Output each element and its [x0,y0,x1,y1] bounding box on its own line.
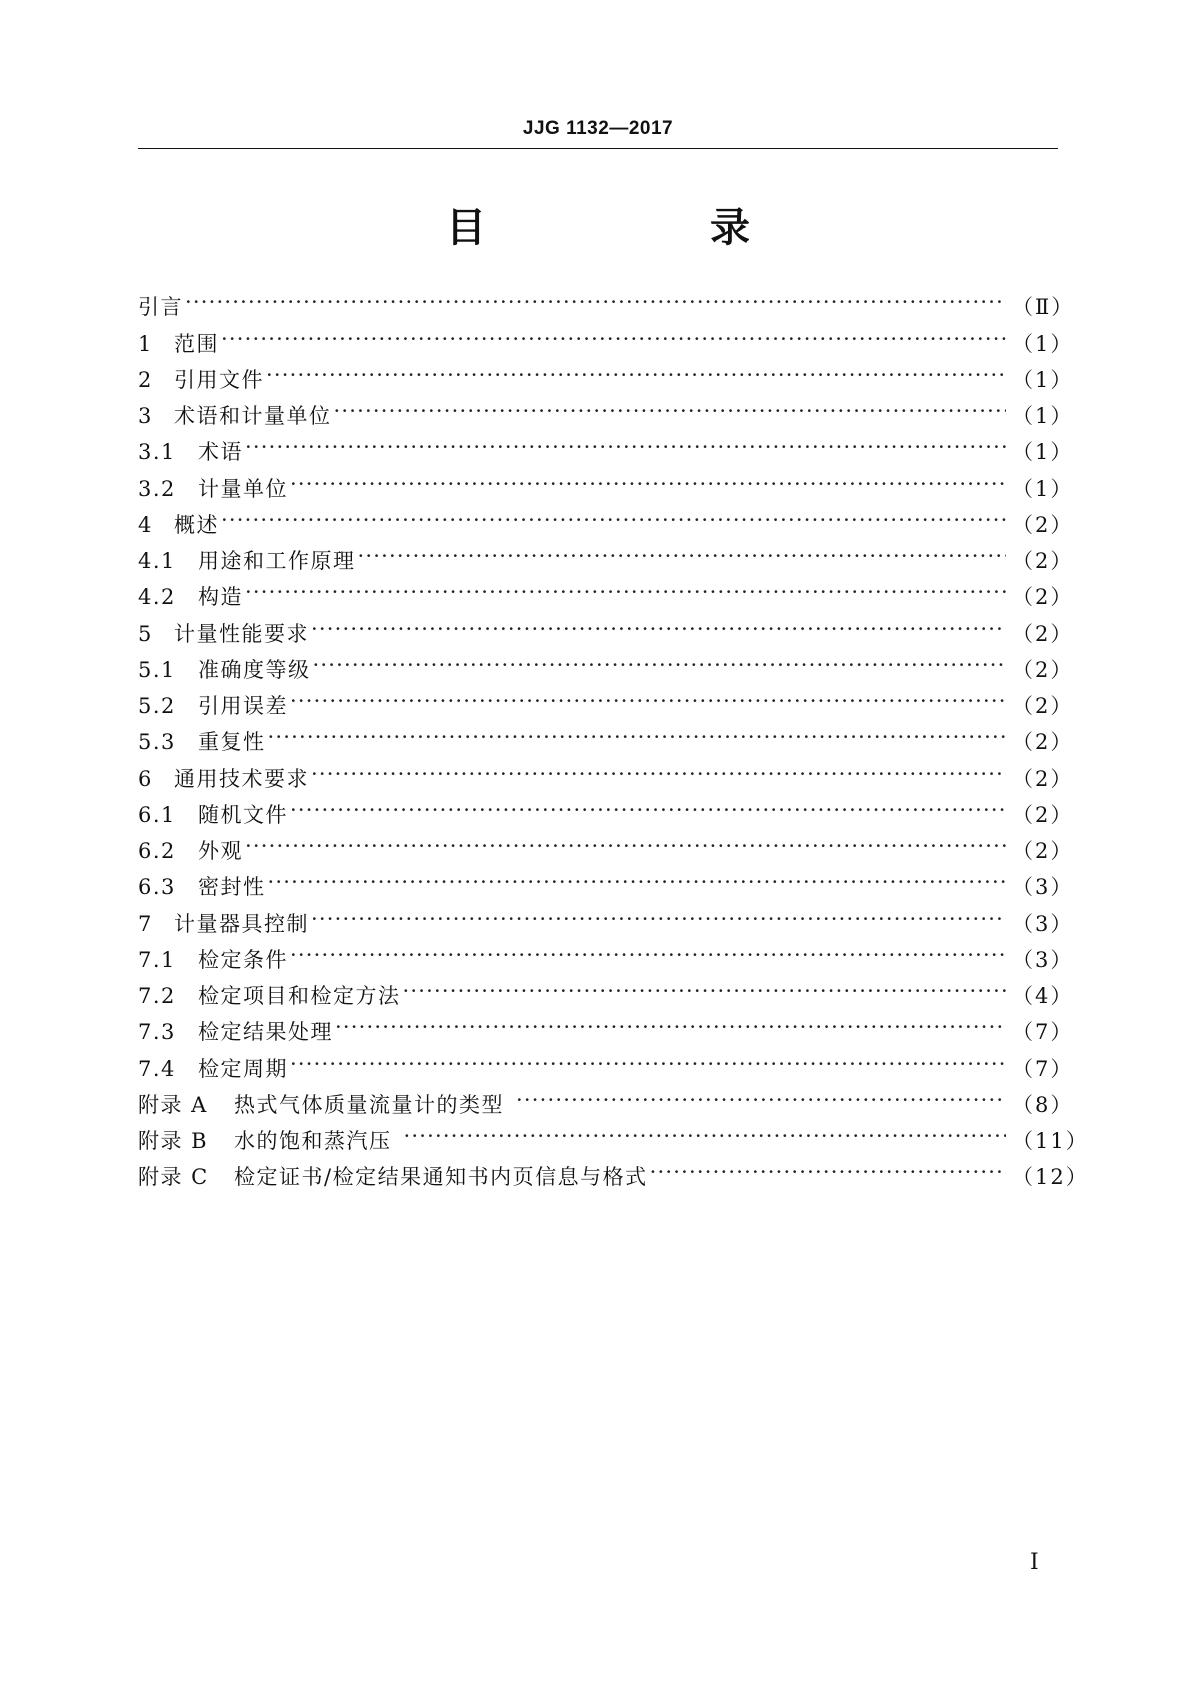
toc-entry-number: 7.3 [138,1020,176,1045]
dot-leader [245,831,1006,858]
toc-entry-1[interactable] [138,323,1074,359]
toc-entry-number: 4.2 [138,585,176,610]
toc-entry-label: 计量性能要求 [174,621,309,646]
toc-entry-4-2[interactable] [138,577,1074,613]
toc-entry-page: （1） [1012,331,1074,356]
toc-entry-number: 6.2 [138,839,176,864]
toc-entry-6[interactable] [138,758,1074,794]
toc-entry-label: 引用文件 [174,367,264,392]
dot-leader [266,360,1006,387]
toc-entry-6-3[interactable] [138,867,1074,903]
toc-entry-6-2[interactable] [138,831,1074,867]
toc-entry-7-2[interactable] [138,976,1074,1012]
toc-entry-number: 4 [138,512,153,537]
dot-leader [290,468,1006,495]
toc-entry-page: （2） [1012,657,1074,682]
toc-entry-page: （2） [1012,839,1074,864]
dot-leader [311,613,1006,640]
toc-entry-number: 附录 B [138,1129,209,1154]
page-number: Ⅰ [1030,1550,1039,1575]
dot-leader [221,505,1006,532]
toc-entry-5[interactable] [138,613,1074,649]
dot-leader [403,976,1007,1003]
toc-entry-number: 3.1 [138,440,176,465]
toc-entry-4-1[interactable] [138,541,1074,577]
toc-title: 目 录 [446,205,842,251]
toc-entry-page: （2） [1012,694,1074,719]
toc-entry-label: 密封性 [198,875,266,900]
toc-entry-number: 3.2 [138,476,176,501]
dot-leader [650,1157,1006,1184]
toc-entry-label: 计量器具控制 [174,911,309,936]
toc-entry-number: 7.1 [138,947,176,972]
dot-leader [290,795,1006,822]
toc-entry-5-2[interactable] [138,686,1074,722]
dot-leader [290,940,1006,967]
toc-entry-number: 5.1 [138,657,176,682]
toc-entry-number: 5.3 [138,730,176,755]
header-divider [138,148,1058,149]
toc-entry-2[interactable] [138,360,1074,396]
toc-entry-label: 随机文件 [198,802,288,827]
toc-entry-label: 术语和计量单位 [174,404,332,429]
toc-entry-label: 热式气体质量流量计的类型 [234,1092,504,1117]
toc-entry-number: 7.2 [138,984,176,1009]
toc-entry-5-1[interactable] [138,650,1074,686]
dot-leader [268,867,1007,894]
toc-entry-page: （2） [1012,730,1074,755]
toc-entry-foreword[interactable] [138,287,1075,323]
toc-entry-appendix-a[interactable] [138,1085,1074,1121]
toc-entry-label: 检定结果处理 [198,1020,333,1045]
toc-entry-label: 引言 [138,295,183,320]
toc-entry-number: 5.2 [138,694,176,719]
toc-entry-7-1[interactable] [138,940,1074,976]
toc-entry-number: 1 [138,331,153,356]
toc-entry-number: 2 [138,367,153,392]
dot-leader [290,1048,1006,1075]
toc-entry-label: 引用误差 [198,694,288,719]
toc-entry-number: 附录 A [138,1092,208,1117]
toc-entry-page: （2） [1012,512,1074,537]
toc-entry-label: 准确度等级 [198,657,311,682]
toc-entry-page: （8） [1012,1092,1074,1117]
toc-entry-3[interactable] [138,396,1074,432]
dot-leader [268,722,1007,749]
dot-leader [313,650,1007,677]
toc-entry-page: （2） [1012,766,1074,791]
toc-entry-page: （Ⅱ） [1012,295,1075,320]
toc-entry-number: 3 [138,404,153,429]
toc-entry-4[interactable] [138,505,1074,541]
dot-leader [516,1085,1006,1112]
toc-entry-number: 7 [138,911,153,936]
toc-entry-label: 概述 [174,512,219,537]
toc-entry-page: （1） [1012,476,1074,501]
toc-entry-label: 通用技术要求 [174,766,309,791]
toc-entry-number: 4.1 [138,549,176,574]
dot-leader [245,577,1006,604]
toc-entry-6-1[interactable] [138,795,1074,831]
toc-entry-3-1[interactable] [138,432,1074,468]
toc-entry-number: 附录 C [138,1165,209,1190]
toc-entry-page: （1） [1012,367,1074,392]
toc-entry-number: 7.4 [138,1056,176,1081]
dot-leader [245,432,1006,459]
toc-entry-page: （12） [1012,1165,1089,1190]
toc-entry-page: （7） [1012,1056,1074,1081]
dot-leader [311,903,1006,930]
dot-leader [221,323,1006,350]
toc-entry-label: 构造 [198,585,243,610]
dot-leader [335,1012,1006,1039]
toc-entry-label: 计量单位 [198,476,288,501]
toc-entry-appendix-c[interactable] [138,1157,1089,1193]
toc-entry-7-3[interactable] [138,1012,1074,1048]
toc-entry-7[interactable] [138,903,1074,939]
toc-entry-page: （3） [1012,875,1074,900]
toc-entry-number: 6 [138,766,153,791]
toc-entry-page: （2） [1012,585,1074,610]
toc-entry-label: 术语 [198,440,243,465]
toc-entry-label: 检定条件 [198,947,288,972]
dot-leader [358,541,1007,568]
toc-entry-label: 范围 [174,331,219,356]
toc-entry-label: 用途和工作原理 [198,549,356,574]
document-code-header: JJG 1132—2017 [522,118,674,139]
toc-entry-page: （2） [1012,802,1074,827]
dot-leader [404,1121,1007,1148]
toc-entry-label: 检定项目和检定方法 [198,984,401,1009]
toc-entry-label: 重复性 [198,730,266,755]
toc-entry-page: （2） [1012,549,1074,574]
toc-entry-number: 6.3 [138,875,176,900]
toc-entry-page: （1） [1012,404,1074,429]
toc-entry-7-4[interactable] [138,1048,1074,1084]
dot-leader [334,396,1007,423]
toc-entry-appendix-b[interactable] [138,1121,1089,1157]
table-of-contents [138,287,1089,1193]
toc-entry-number: 6.1 [138,802,176,827]
toc-entry-label: 检定周期 [198,1056,288,1081]
toc-entry-page: （2） [1012,621,1074,646]
toc-entry-3-2[interactable] [138,468,1074,504]
dot-leader [311,758,1006,785]
dot-leader [290,686,1006,713]
toc-entry-label: 外观 [198,839,243,864]
dot-leader [185,287,1006,314]
toc-entry-label: 检定证书/检定结果通知书内页信息与格式 [234,1165,648,1190]
toc-entry-page: （4） [1012,984,1074,1009]
toc-entry-page: （7） [1012,1020,1074,1045]
toc-entry-number: 5 [138,621,153,646]
toc-entry-page: （1） [1012,440,1074,465]
toc-entry-5-3[interactable] [138,722,1074,758]
toc-entry-label: 水的饱和蒸汽压 [234,1129,392,1154]
toc-entry-page: （3） [1012,911,1074,936]
toc-entry-page: （11） [1012,1129,1089,1154]
toc-entry-page: （3） [1012,947,1074,972]
